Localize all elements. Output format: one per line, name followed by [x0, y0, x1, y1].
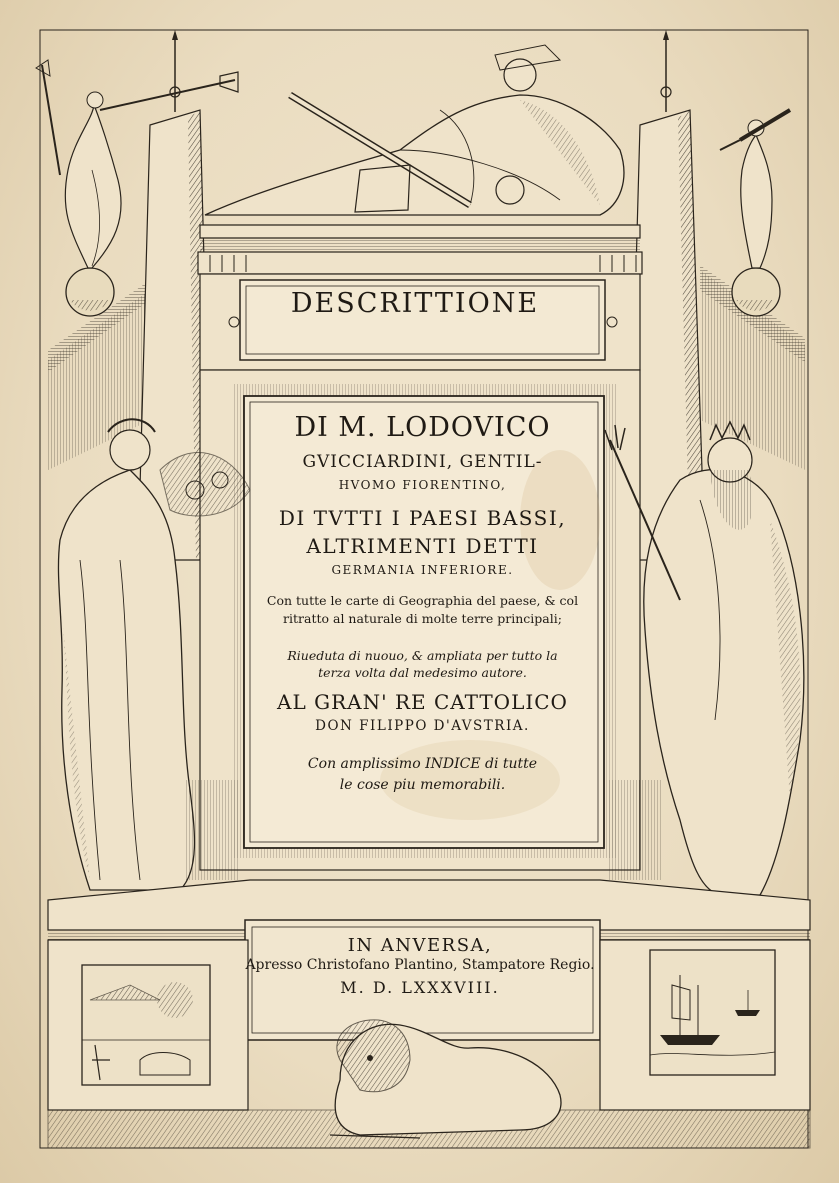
- author-line-2: GVICCIARDINI, GENTIL-: [302, 452, 543, 472]
- revision-line-1: Riueduta di nuouo, & ampliata per tutto la: [287, 648, 558, 663]
- imprint-printer: Apresso Christofano Plantino, Stampatore Regio.: [245, 957, 595, 973]
- reclining-geometry-figure: [200, 45, 640, 238]
- content-line-1: Con tutte le carte di Geographia del paese, & col: [266, 593, 579, 608]
- dedication-line-2: DON FILIPPO D'AVSTRIA.: [315, 718, 530, 734]
- ships-scene-panel: [650, 950, 775, 1075]
- content-line-2: ritratto al naturale di molte terre principali;: [283, 611, 562, 626]
- title: DESCRITTIONE: [290, 288, 540, 319]
- subject-line-1: DI TVTTI I PAESI BASSI,: [278, 506, 567, 530]
- revision-line-2: terza volta dal medesimo autore.: [318, 665, 527, 680]
- index-line-2: le cose piu memorabili.: [339, 777, 506, 793]
- farming-scene-panel: [82, 965, 210, 1085]
- dedication-line-1: AL GRAN' RE CATTOLICO: [277, 690, 568, 714]
- imprint-year: M. D. LXXXVIII.: [340, 978, 500, 997]
- subject-line-2: ALTRIMENTI DETTI: [306, 534, 539, 558]
- index-line-1: Con amplissimo INDICE di tutte: [307, 756, 538, 772]
- author-line-1: DI M. LODOVICO: [294, 412, 551, 443]
- subject-line-3: GERMANIA INFERIORE.: [331, 563, 514, 577]
- imprint-place: IN ANVERSA,: [347, 935, 493, 956]
- hercules-figure-right: [720, 110, 790, 316]
- author-line-3: HVOMO FIORENTINO,: [338, 478, 507, 492]
